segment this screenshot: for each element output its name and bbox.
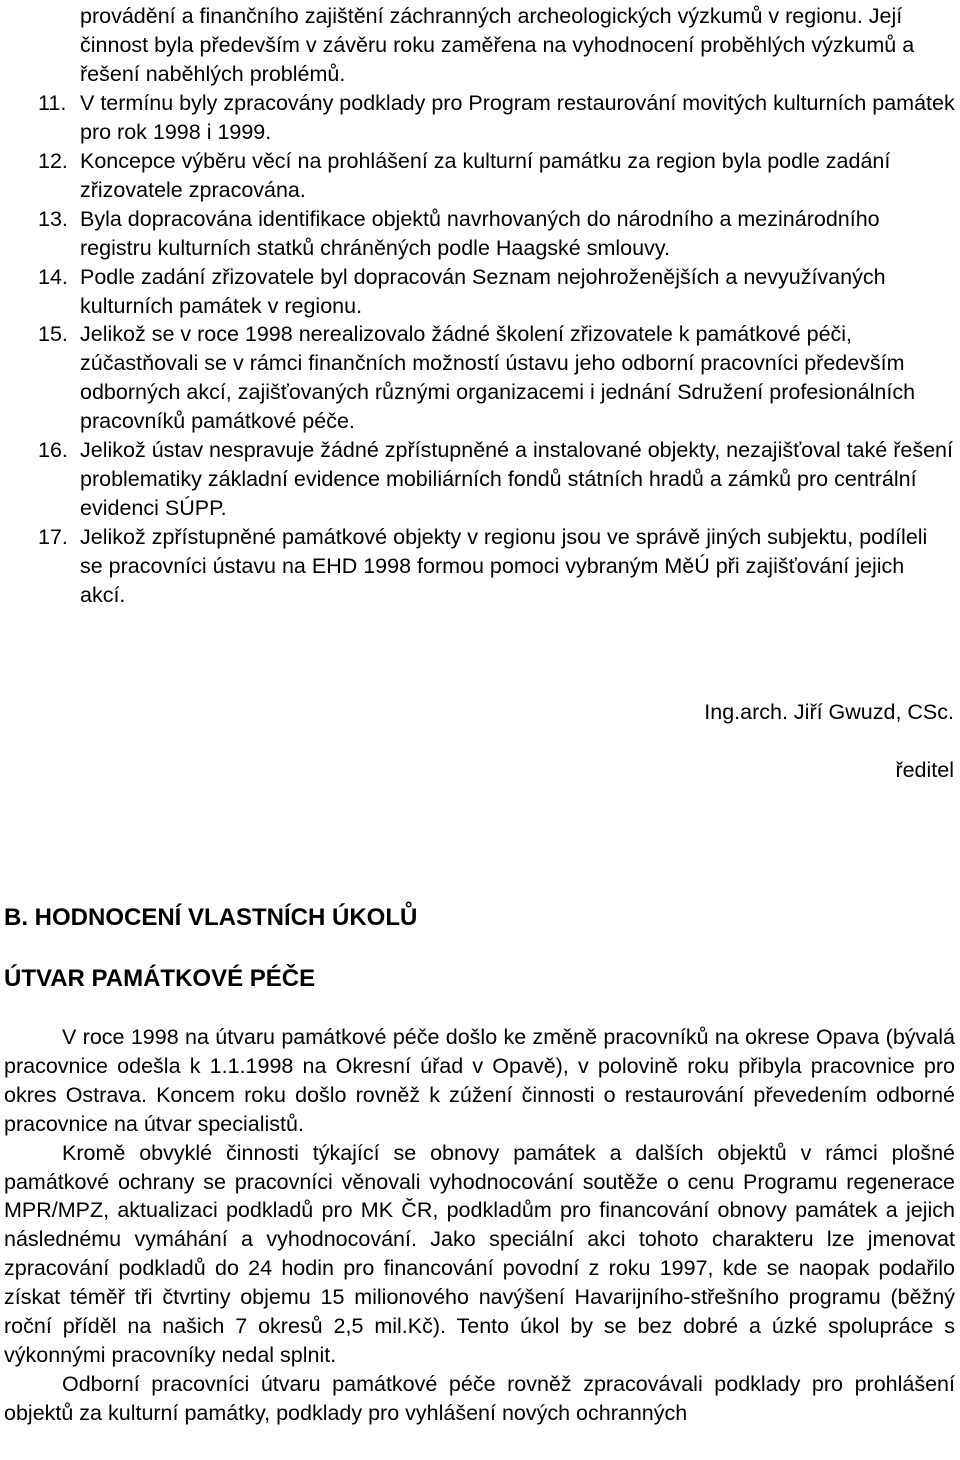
section-body bbox=[4, 1023, 955, 1428]
list-item-text: Koncepce výběru věcí na prohlášení za kulturní památku za region byla podle zadání zřizovatele zpracována. bbox=[80, 149, 891, 202]
list-item-text: Podle zadání zřizovatele byl dopracován Seznam nejohroženějších a nevyužívaných kulturních památek v regionu. bbox=[80, 265, 886, 318]
list-item-number: 14. bbox=[38, 265, 68, 289]
signature-title: ředitel bbox=[895, 758, 954, 782]
list-item-number: 13. bbox=[38, 207, 68, 231]
list-item-number: 11. bbox=[38, 91, 67, 115]
list-item-number: 15. bbox=[38, 322, 68, 346]
list-item-number: 16. bbox=[38, 438, 68, 462]
signature-name: Ing.arch. Jiří Gwuzd, CSc. bbox=[704, 700, 954, 724]
list-item-text: Jelikož ústav nespravuje žádné zpřístupněné a instalované objekty, nezajišťoval také řešení problematiky základní evidence mobiliárních fondů státních hradů a zámků pro centrální evidenci SÚPP. bbox=[80, 438, 953, 520]
continuation-text bbox=[80, 2, 955, 89]
list-item-text: Jelikož se v roce 1998 nerealizovalo žádné školení zřizovatele k památkové péči, zúčastňovali se v rámci finančních možností ústavu jeho odborní pracovníci především odborných akcí, zajišťovaných různými organizacemi i jednání Sdružení profesionálních pracovníků památkové péče. bbox=[80, 322, 916, 433]
list-item-text: Byla dopracována identifikace objektů navrhovaných do národního a mezinárodního registru kulturních statků chráněných podle Haagské smlouvy. bbox=[80, 207, 880, 260]
continuation-paragraph: provádění a finančního zajištění záchranných archeologických výzkumů v regionu. Její činnost byla především v závěru roku zaměřena na vyhodnocení proběhlých výzkumů a řešení naběhlých problémů. bbox=[80, 4, 915, 86]
section-heading: B. HODNOCENÍ VLASTNÍCH ÚKOLŮ bbox=[4, 904, 418, 931]
subsection-heading: ÚTVAR PAMÁTKOVÉ PÉČE bbox=[4, 965, 316, 992]
body-paragraph: Kromě obvyklé činnosti týkající se obnovy památek a dalších objektů v rámci plošné památkové ochrany se pracovníci věnovali vyhodnocování soutěže o cenu Programu regenerace MPR/MPZ, aktualizaci podkladů pro MK ČR, podkladům pro financování obnovy památek a jejich následnému vymáhání a vyhodnocování. Jako speciální akci tohoto charakteru lze jmenovat zpracování podkladů do 24 hodin pro financování povodní z roku 1997, kde se naopak podařilo získat téměř tři čtvrtiny objemu 15 milionového navýšení Havarijního-střešního programu (běžný roční příděl na našich 7 okresů 2,5 mil.Kč). Tento úkol by se bez dobré a úzké spolupráce s výkonnými pracovníky nedal splnit. bbox=[4, 1140, 955, 1367]
list-item-number: 12. bbox=[38, 149, 68, 173]
body-paragraph: V roce 1998 na útvaru památkové péče došlo ke změně pracovníků na okrese Opava (bývalá pracovnice odešla k 1.1.1998 na Okresní úřad v Opavě), v polovině roku přibyla pracovnice pro okres Ostrava. Koncem roku došlo rovněž k zúžení činnosti o restaurování převedením odborné pracovnice na útvar specialistů. bbox=[4, 1025, 955, 1136]
list-item-text: V termínu byly zpracovány podklady pro Program restaurování movitých kulturních památek pro rok 1998 i 1999. bbox=[80, 91, 955, 144]
body-paragraph: Odborní pracovníci útvaru památkové péče rovněž zpracovávali podklady pro prohlášení objektů za kulturní památky, podklady pro vyhlášení nových ochranných bbox=[4, 1371, 955, 1425]
list-item-text: Jelikož zpřístupněné památkové objekty v regionu jsou ve správě jiných subjektu, podíleli se pracovníci ústavu na EHD 1998 formou pomoci vybraným MěÚ při zajišťování jejich akcí. bbox=[80, 525, 928, 607]
list-item-number: 17. bbox=[38, 525, 68, 549]
